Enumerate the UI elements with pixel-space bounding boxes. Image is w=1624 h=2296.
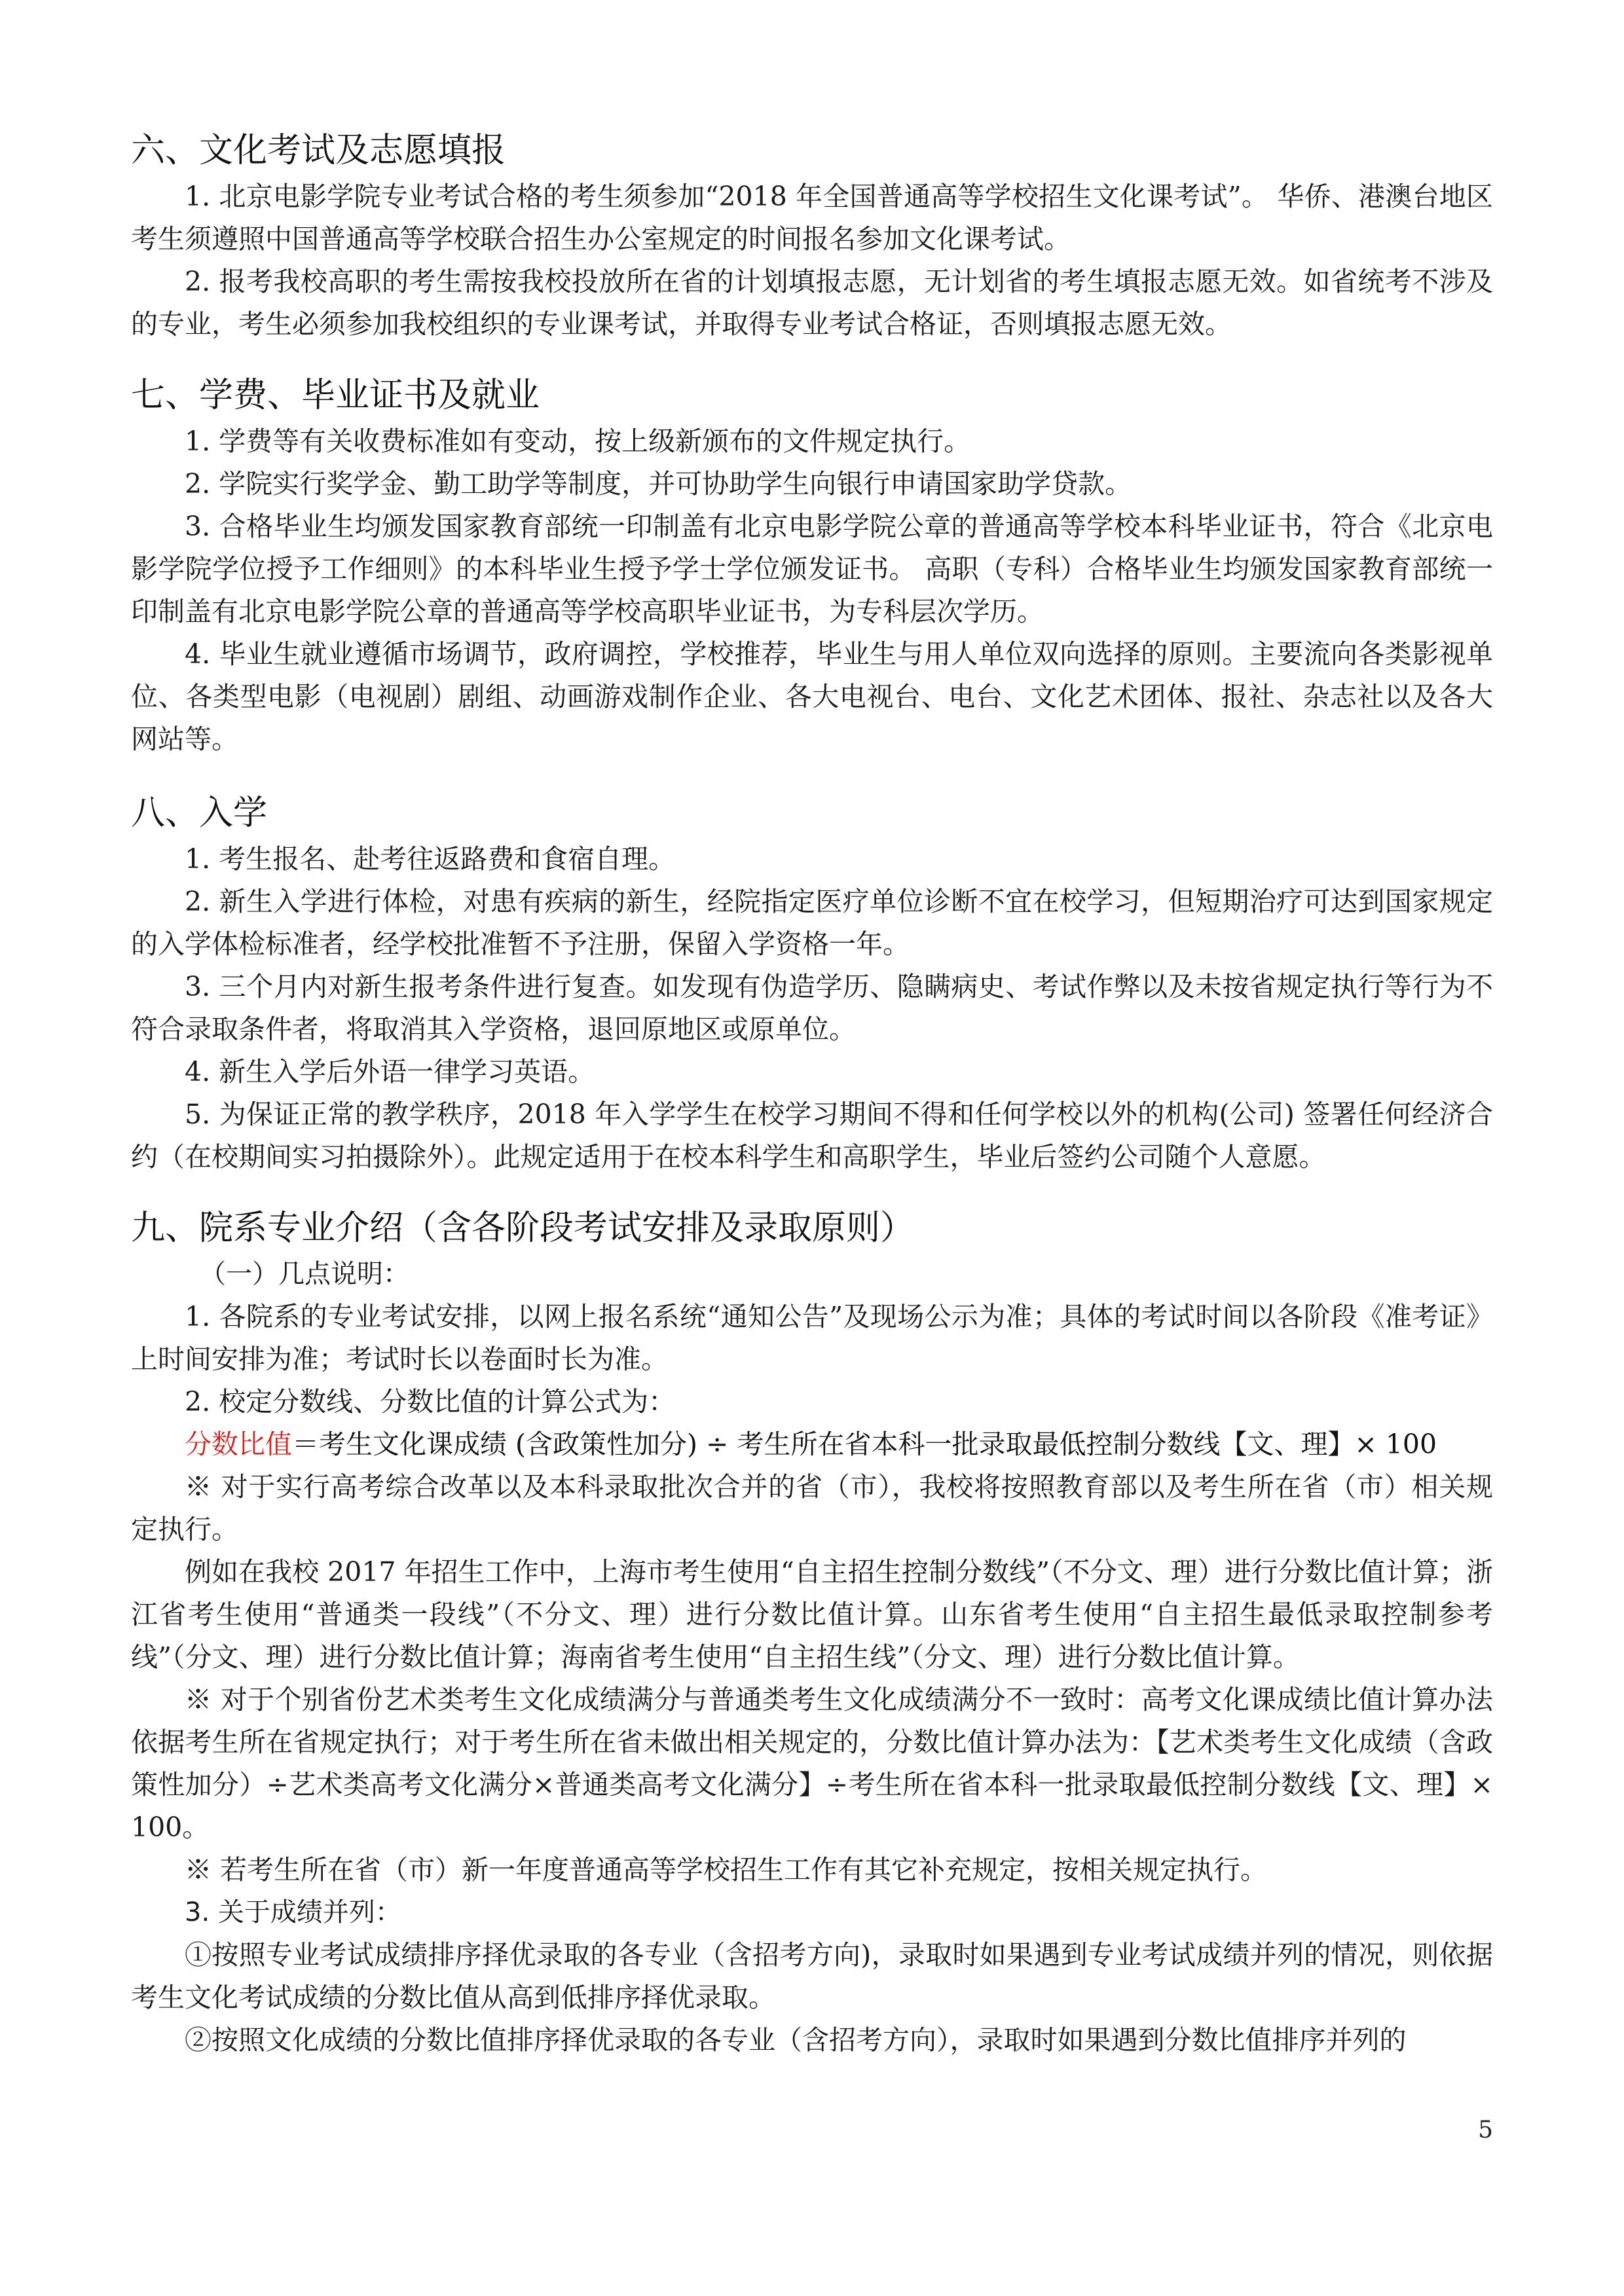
section-7-paragraph-3: 3. 合格毕业生均颁发国家教育部统一印制盖有北京电影学院公章的普通高等学校本科毕业证书，符合《北京电影学院学位授予工作细则》的本科毕业生授予学士学位颁发证书。 高职（专科）合格毕业生均颁发国家教育部统一印制盖有北京电影学院公章的普通高等学校高职毕业证书，为专科层次学历。	[131, 511, 1493, 627]
section-heading-6: 六、文化考试及志愿填报	[131, 131, 506, 170]
formula-text: ＝考生文化课成绩 (含政策性加分) ÷ 考生所在省本科一批录取最低控制分数线【文、理】× 100	[292, 1429, 1437, 1460]
section-9-tie-heading: 3. 关于成绩并列：	[185, 1897, 401, 1927]
section-8-paragraph-4: 4. 新生入学后外语一律学习英语。	[185, 1056, 595, 1087]
section-9-paragraph-1: 1. 各院系的专业考试安排，以网上报名系统“通知公告”及现场公示为准；具体的考试时间以各阶段《准考证》上时间安排为准；考试时长以卷面时长为准。	[131, 1301, 1493, 1375]
score-ratio-formula	[131, 1423, 1493, 1466]
section-8-paragraph-1: 1. 考生报名、赴考往返路费和食宿自理。	[185, 843, 676, 875]
section-9-note-1: ※ 对于实行高考综合改革以及本科录取批次合并的省（市），我校将按照教育部以及考生所在省（市）相关规定执行。	[131, 1471, 1493, 1545]
section-9-example: 例如在我校 2017 年招生工作中，上海市考生使用“自主招生控制分数线”（不分文、理）进行分数比值计算；浙江省考生使用“普通类一段线”（不分文、理）进行分数比值计算。山东省考生使用“自主招生最低录取控制参考线”（分文、理）进行分数比值计算；海南省考生使用“自主招生线”（分文、理）进行分数比值计算。	[131, 1556, 1493, 1673]
section-8-paragraph-3: 3. 三个月内对新生报考条件进行复查。如发现有伪造学历、隐瞒病史、考试作弊以及未按省规定执行等行为不符合录取条件者，将取消其入学资格，退回原地区或原单位。	[131, 971, 1493, 1045]
section-heading-7: 七、学费、毕业证书及就业	[131, 376, 540, 415]
section-9-note-2: ※ 对于个别省份艺术类考生文化成绩满分与普通类考生文化成绩满分不一致时：高考文化课成绩比值计算办法依据考生所在省规定执行；对于考生所在省未做出相关规定的，分数比值计算办法为：【艺术类考生文化成绩（含政策性加分）÷艺术类高考文化满分×普通类高考文化满分】÷考生所在省本科一批录取最低控制分数线【文、理】× 100。	[131, 1684, 1493, 1843]
section-9-paragraph-2: 2. 校定分数线、分数比值的计算公式为：	[185, 1386, 676, 1417]
section-heading-9: 九、院系专业介绍（含各阶段考试安排及录取原则）	[131, 1209, 915, 1248]
section-7-paragraph-2: 2. 学院实行奖学金、勤工助学等制度，并可协助学生向银行申请国家助学贷款。	[185, 468, 1132, 500]
section-9-subheading: （一）几点说明：	[200, 1259, 409, 1289]
section-heading-8: 八、入学	[131, 793, 268, 833]
page-number: 5	[1478, 2117, 1493, 2143]
section-9-tie-rule-2: ②按照文化成绩的分数比值排序择优录取的各专业（含招考方向），录取时如果遇到分数比值排序并列的	[185, 2024, 1407, 2056]
section-6-paragraph-2: 2. 报考我校高职的考生需按我校投放所在省的计划填报志愿，无计划省的考生填报志愿无效。如省统考不涉及的专业，考生必须参加我校组织的专业课考试，并取得专业考试合格证，否则填报志愿无效。	[131, 266, 1493, 340]
section-9-tie-rule-1: ①按照专业考试成绩排序择优录取的各专业（含招考方向)，录取时如果遇到专业考试成绩并列的情况，则依据考生文化考试成绩的分数比值从高到低排序择优录取。	[131, 1939, 1493, 2013]
section-9-note-3: ※ 若考生所在省（市）新一年度普通高等学校招生工作有其它补充规定，按相关规定执行。	[185, 1854, 1268, 1886]
page-content	[131, 126, 1493, 2062]
section-6-paragraph-1: 1. 北京电影学院专业考试合格的考生须参加“2018 年全国普通高等学校招生文化课考试”。 华侨、港澳台地区考生须遵照中国普通高等学校联合招生办公室规定的时间报名参加文化课考试。	[131, 181, 1493, 255]
formula-highlight: 分数比值	[185, 1429, 292, 1460]
section-7-paragraph-4: 4. 毕业生就业遵循市场调节，政府调控，学校推荐，毕业生与用人单位双向选择的原则。主要流向各类影视单位、各类型电影（电视剧）剧组、动画游戏制作企业、各大电视台、电台、文化艺术团体、报社、杂志社以及各大网站等。	[131, 638, 1493, 755]
section-8-paragraph-5: 5. 为保证正常的教学秩序，2018 年入学学生在校学习期间不得和任何学校以外的机构(公司) 签署任何经济合约（在校期间实习拍摄除外）。此规定适用于在校本科学生和高职学生，毕业后签约公司随个人意愿。	[131, 1099, 1493, 1173]
section-7-paragraph-1: 1. 学费等有关收费标准如有变动，按上级新颁布的文件规定执行。	[185, 426, 971, 457]
section-8-paragraph-2: 2. 新生入学进行体检，对患有疾病的新生，经院指定医疗单位诊断不宜在校学习，但短期治疗可达到国家规定的入学体检标准者，经学校批准暂不予注册，保留入学资格一年。	[131, 886, 1493, 960]
